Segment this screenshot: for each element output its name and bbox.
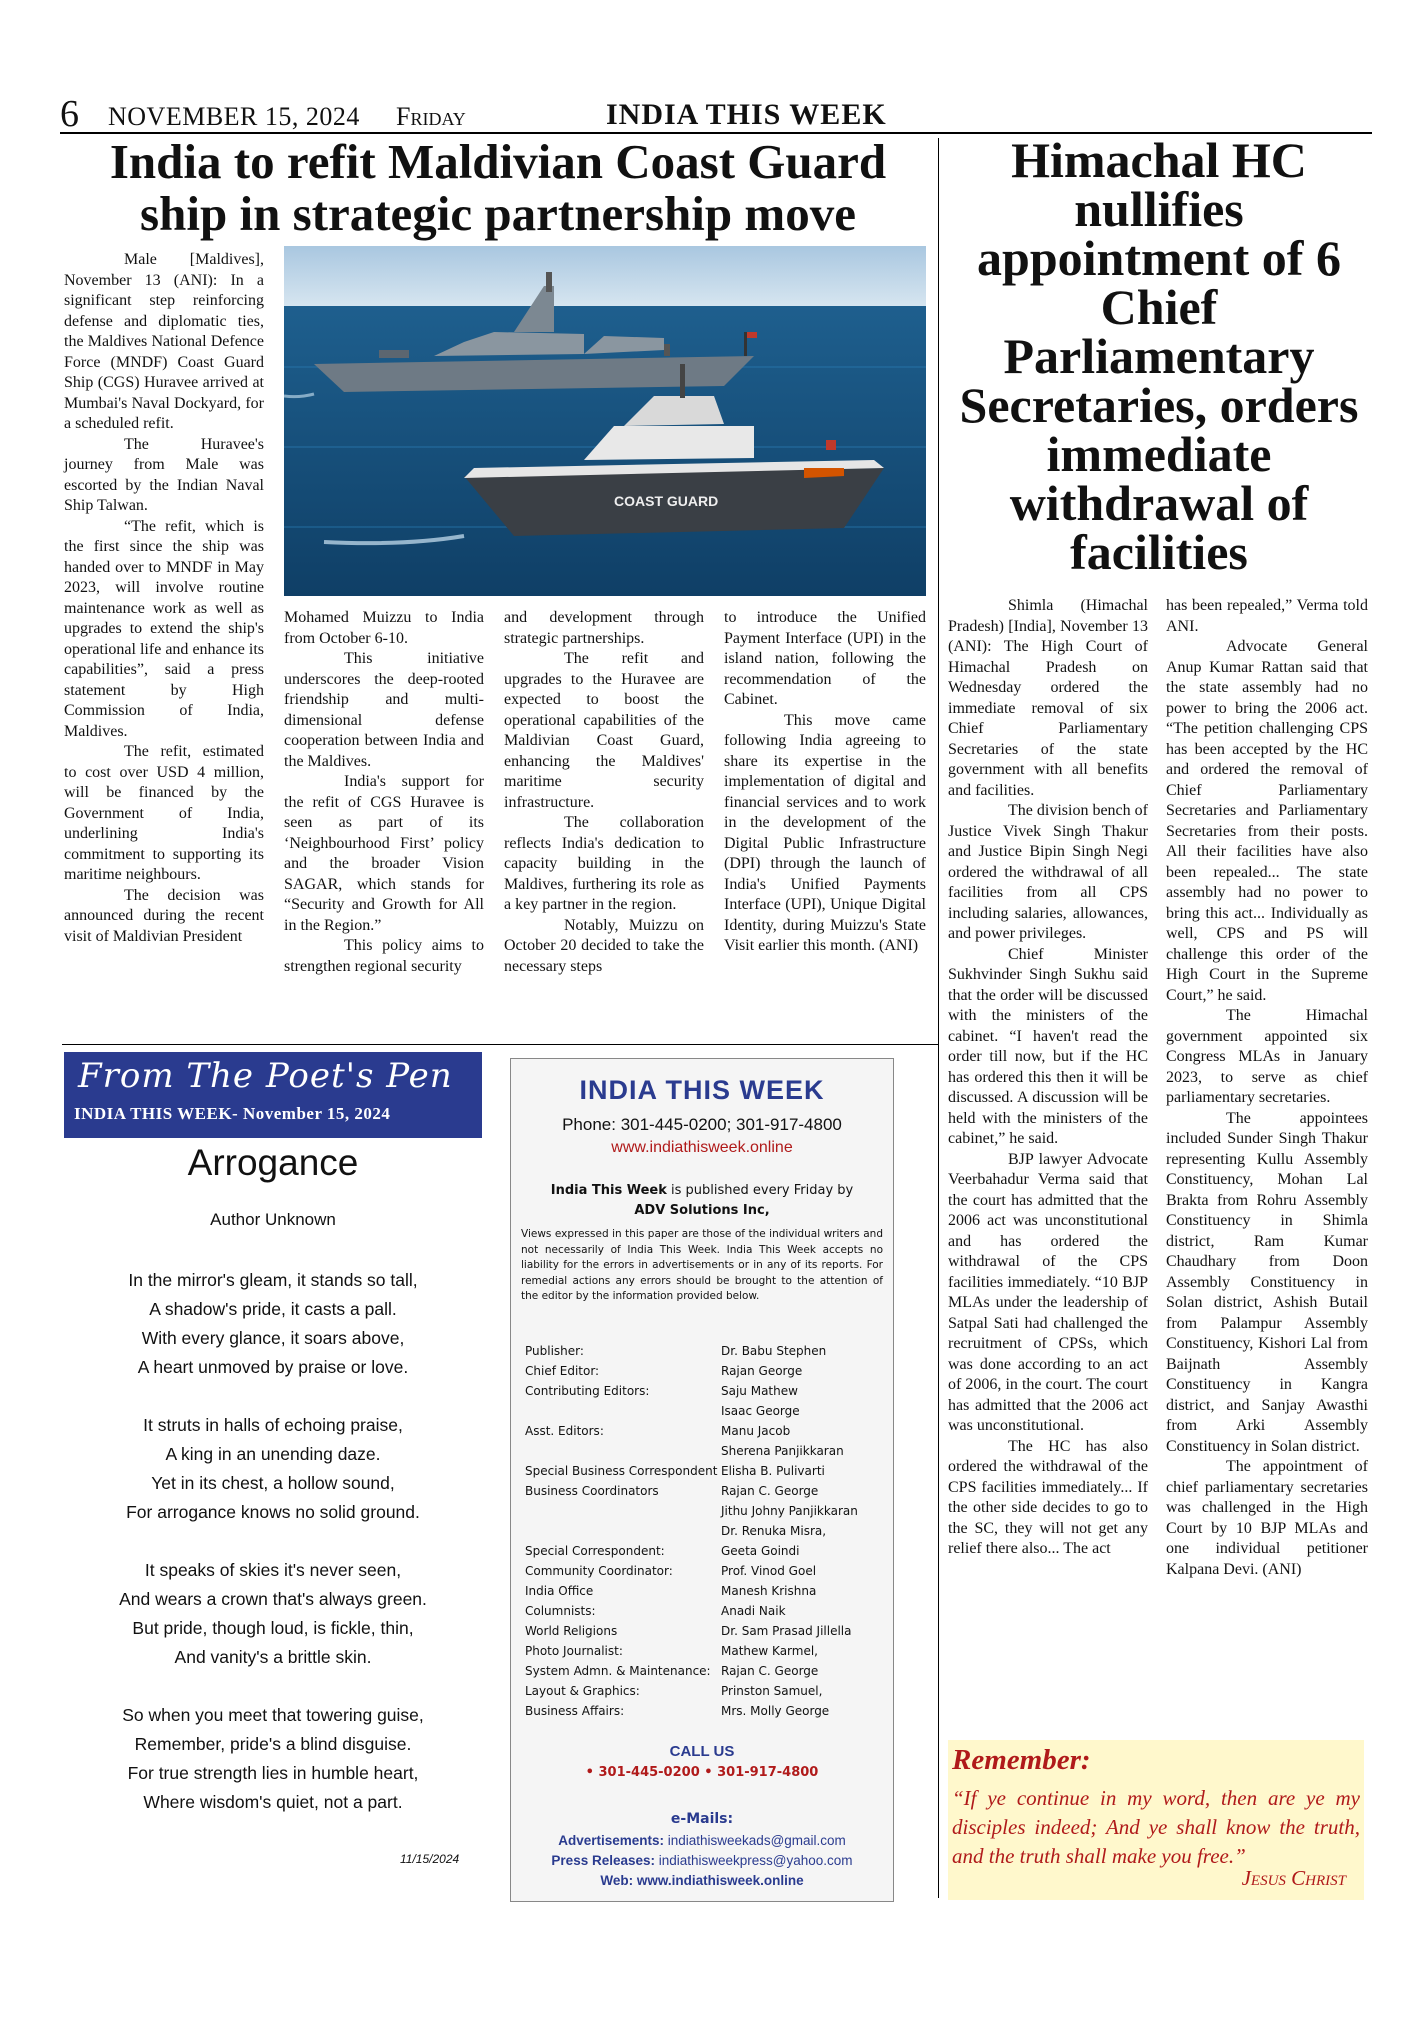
poem-line: A shadow's pride, it casts a pall. <box>149 1299 397 1319</box>
coast-guard-ship-photo <box>284 246 926 596</box>
scripture-quote: “If ye continue in my word, then are ye my disciples indeed; And ye shall know the truth, and the truth shall make you free.” <box>952 1786 1360 1868</box>
paragraph: to introduce the Unified Payment Interface (UPI) in the island nation, following the recommendation of the Cabinet. <box>724 609 926 708</box>
staff-row <box>525 1501 885 1521</box>
staff-row <box>525 1381 885 1401</box>
publication-info-box <box>510 1058 894 1902</box>
poem-body <box>64 1266 482 1846</box>
staff-name: Saju Mathew <box>721 1384 798 1398</box>
article1-column-1 <box>64 250 264 947</box>
paragraph: Mohamed Muizzu to India from October 6-10. <box>284 609 484 647</box>
banner-subtitle: INDIA THIS WEEK- November 15, 2024 <box>74 1104 391 1123</box>
infobox-website[interactable]: www.indiathisweek.online <box>611 1139 793 1156</box>
poets-pen-banner <box>64 1052 482 1138</box>
emails-label: e-Mails: <box>670 1811 734 1827</box>
staff-name: Manesh Krishna <box>721 1584 817 1598</box>
column-divider <box>938 138 939 1898</box>
masthead: INDIA THIS WEEK <box>606 98 887 131</box>
staff-role <box>525 1501 721 1521</box>
banner-title: From The Poet's Pen <box>78 1056 453 1096</box>
poem-line: In the mirror's gleam, it stands so tall, <box>128 1270 418 1290</box>
poem-line: With every glance, it soars above, <box>141 1328 405 1348</box>
poem-stanza <box>64 1556 482 1672</box>
publisher-company: ADV Solutions Inc, <box>634 1203 770 1218</box>
staff-name: Dr. Renuka Misra, <box>721 1524 827 1538</box>
call-us-label: CALL US <box>669 1743 735 1760</box>
ads-email-line <box>511 1833 893 1848</box>
poem-line: And vanity's a brittle skin. <box>174 1647 372 1667</box>
article2-column-2 <box>1166 596 1368 1580</box>
remember-heading: Remember: <box>952 1744 1091 1776</box>
poem-title: Arrogance <box>187 1142 359 1183</box>
staff-row <box>525 1601 885 1621</box>
staff-row <box>525 1361 885 1381</box>
paragraph: The appointment of chief parliamentary secretaries was challenged in the High Court by 10 BJP MLAs and one individual petitioner Kalpana Devi. (ANI) <box>1166 1458 1368 1578</box>
issue-date: NOVEMBER 15, 2024 <box>108 102 360 131</box>
paragraph: The Himachal government appointed six Congress MLAs in January 2023, to serve as chief parliamentary secretaries. <box>1166 1007 1368 1106</box>
poem-line: Remember, pride's a blind disguise. <box>134 1734 412 1754</box>
paragraph: India's support for the refit of CGS Huravee is seen as part of its ‘Neighbourhood First’ policy and the broader Vision SAGAR, which stands for “Security and Growth for All in the Region.” <box>284 773 484 934</box>
staff-role: Photo Journalist: <box>525 1644 623 1658</box>
paragraph: This move came following India agreeing to share its expertise in the implementation of digital and financial services and to work in the development of the Digital Public Infrastructure (DPI) through the launch of India's Unified Payments Interface (UPI), Unique Digital Identity, during Muizzu's State Visit earlier this month. (ANI) <box>724 711 926 954</box>
poem-stanza <box>64 1701 482 1817</box>
paragraph: BJP lawyer Advocate Veerbahadur Verma said that the court has admitted that the 2006 act was unconstitutional and has ordered the withdrawal of the CPS facilities immediately. “10 BJP MLAs under the leadership of Satpal Sati had challenged the recruitment of CPSs, which was done according to an act of 2006, in the court. The court has admitted that the 2006 act was unconstitutional. <box>948 1150 1148 1434</box>
paragraph: The division bench of Justice Vivek Singh Thakur and Justice Bipin Singh Negi ordered the withdrawal of all facilities from all CPS including salaries, allowances, and power privileges. <box>948 802 1148 942</box>
staff-row <box>525 1461 885 1481</box>
infobox-phone: Phone: 301-445-0200; 301-917-4800 <box>562 1115 842 1134</box>
staff-name: Mathew Karmel, <box>721 1644 818 1658</box>
press-label: Press Releases: <box>551 1853 655 1868</box>
poem-line: A king in an unending daze. <box>165 1444 381 1464</box>
poem-stanza <box>64 1266 482 1382</box>
staff-row <box>525 1421 885 1441</box>
page-number: 6 <box>60 93 79 135</box>
paragraph: has been repealed,” Verma told ANI. <box>1166 597 1368 635</box>
staff-row <box>525 1581 885 1601</box>
publication-note <box>511 1183 893 1198</box>
staff-row <box>525 1341 885 1361</box>
ads-email-link[interactable]: indiathisweekads@gmail.com <box>664 1833 846 1848</box>
staff-row <box>525 1621 885 1641</box>
disclaimer: Views expressed in this paper are those of the individual writers and not necessarily of India This Week. India This Week accepts no liability for the errors in advertisements or in any of its reports. For remedial actions any errors should be brought to the attention of the editor by the information provided below. <box>521 1228 883 1302</box>
paragraph: Shimla (Himachal Pradesh) [India], November 13 (ANI): The High Court of Himachal Pradesh on Wednesday ordered the immediate removal of six Chief Parliamentary Secretaries of the state government with all benefits and facilities. <box>948 597 1148 799</box>
staff-name: Dr. Babu Stephen <box>721 1344 827 1358</box>
staff-name: Sherena Panjikkaran <box>721 1444 844 1458</box>
quote-attribution: Jesus Christ <box>1241 1866 1346 1890</box>
article1-column-4 <box>724 608 926 957</box>
poem-line: So when you meet that towering guise, <box>122 1705 424 1725</box>
staff-list <box>525 1341 885 1721</box>
paragraph: The refit, estimated to cost over USD 4 million, will be financed by the Government of India, underlining India's commitment to supporting its maritime neighbours. <box>64 743 264 883</box>
staff-row <box>525 1441 885 1461</box>
staff-row <box>525 1521 885 1541</box>
staff-name: Jithu Johny Panjikkaran <box>721 1504 858 1518</box>
staff-role <box>525 1401 721 1421</box>
staff-role: India Office <box>525 1584 594 1598</box>
article-headline: Himachal HC nullifies appointment of 6 Chief Parliamentary Secretaries, orders immediate withdrawal of facilities <box>959 132 1359 580</box>
staff-role: Chief Editor: <box>525 1364 600 1378</box>
staff-role: Special Correspondent: <box>525 1544 665 1558</box>
poem-line: It struts in halls of echoing praise, <box>143 1415 403 1435</box>
staff-role: Business Affairs: <box>525 1704 625 1718</box>
poem-line: Where wisdom's quiet, not a part. <box>143 1792 403 1812</box>
staff-name: Mrs. Molly George <box>721 1704 830 1718</box>
paragraph: This policy aims to strengthen regional security <box>284 937 484 975</box>
poem-line: For true strength lies in humble heart, <box>127 1763 419 1783</box>
paragraph: The HC has also ordered the withdrawal of the CPS facilities immediately... If the other side decides to go to the SC, they will not get any relief there also... The act <box>948 1437 1148 1557</box>
staff-name: Prinston Samuel, <box>721 1684 823 1698</box>
staff-role: Layout & Graphics: <box>525 1684 640 1698</box>
paragraph: The decision was announced during the recent visit of Maldivian President <box>64 886 264 945</box>
web-line[interactable]: Web: www.indiathisweek.online <box>600 1873 804 1888</box>
staff-role: Columnists: <box>525 1604 596 1618</box>
poem-line: A heart unmoved by praise or love. <box>137 1357 409 1377</box>
staff-row <box>525 1401 885 1421</box>
poem-line: But pride, though loud, is fickle, thin, <box>132 1618 414 1638</box>
paragraph: Advocate General Anup Kumar Rattan said that the state assembly had no power to bring the 2006 act. “The petition challenging CPS has been accepted by the HC and ordered the removal of Chief Parliamentary Secretaries and Parliamentary Secretaries from their posts. All their facilities have also been repealed... The state assembly had no power to bring this act... Individually as well, CPS and PS will challenge this order of the High Court in the Supreme Court,” he said. <box>1166 638 1368 1004</box>
publication-schedule: is published every Friday by <box>666 1183 854 1198</box>
paragraph: “The refit, which is the first since the ship was handed over to MNDF in May 2023, will involve routine maintenance work as well as upgrades to extend the ship's operational life and enhance its capabilities”, said a press statement by High Commission of India, Maldives. <box>64 517 264 740</box>
call-us-numbers: • 301-445-0200 • 301-917-4800 <box>585 1765 819 1780</box>
section-divider <box>62 1044 938 1045</box>
staff-name: Dr. Sam Prasad Jillella <box>721 1624 852 1638</box>
poem-line: Yet in its chest, a hollow sound, <box>151 1473 395 1493</box>
staff-role: World Religions <box>525 1624 618 1638</box>
press-email-link[interactable]: indiathisweekpress@yahoo.com <box>655 1853 853 1868</box>
staff-name: Rajan C. George <box>721 1484 819 1498</box>
poem-line: And wears a crown that's always green. <box>119 1589 427 1609</box>
staff-name: Geeta Goindi <box>721 1544 800 1558</box>
article1-column-3 <box>504 608 704 977</box>
staff-row <box>525 1661 885 1681</box>
staff-role <box>525 1441 721 1461</box>
poem-stanza <box>64 1411 482 1527</box>
staff-role: Contributing Editors: <box>525 1384 650 1398</box>
staff-role: Business Coordinators <box>525 1484 659 1498</box>
staff-row <box>525 1561 885 1581</box>
press-email-line <box>511 1853 893 1868</box>
paragraph: Male [Maldives], November 13 (ANI): In a significant step reinforcing defense and diplomatic ties, the Maldives National Defence Force (MNDF) Coast Guard Ship (CGS) Huravee arrived at Mumbai's Naval Dockyard, for a scheduled refit. <box>64 251 264 432</box>
issue-day: Friday <box>396 102 466 131</box>
staff-name: Anadi Naik <box>721 1604 786 1618</box>
staff-name: Rajan George <box>721 1364 803 1378</box>
page-header <box>60 93 1372 135</box>
article2-column-1 <box>948 596 1148 1560</box>
staff-role: System Admn. & Maintenance: <box>525 1664 711 1678</box>
poem-author: Author Unknown <box>210 1210 336 1229</box>
staff-row <box>525 1681 885 1701</box>
ship-hull-lettering: COAST GUARD <box>614 493 719 509</box>
poem-line: It speaks of skies it's never seen, <box>144 1560 402 1580</box>
staff-name: Manu Jacob <box>721 1424 791 1438</box>
publication-name: India This Week <box>550 1183 667 1198</box>
poem-date: 11/15/2024 <box>400 1852 460 1866</box>
staff-row <box>525 1701 885 1721</box>
staff-row <box>525 1641 885 1661</box>
staff-name: Rajan C. George <box>721 1664 819 1678</box>
staff-name: Elisha B. Pulivarti <box>721 1464 825 1478</box>
staff-role: Asst. Editors: <box>525 1424 604 1438</box>
infobox-title: INDIA THIS WEEK <box>579 1075 825 1105</box>
paragraph: Chief Minister Sukhvinder Singh Sukhu said that the order will be discussed with the ministers of the cabinet. “I haven't read the order till now, but if the HC has ordered this then it will be discussed. A discussion will be held with the ministers of the cabinet,” he said. <box>948 945 1148 1147</box>
article-headline: India to refit Maldivian Coast Guard ship in strategic partnership move <box>109 134 887 241</box>
paragraph: This initiative underscores the deep-rooted friendship and multi-dimensional defense cooperation between India and the Maldives. <box>284 650 484 770</box>
paragraph: The collaboration reflects India's dedication to capacity building in the Maldives, furthering its role as a key partner in the region. <box>504 814 704 913</box>
remember-quote-box <box>948 1740 1364 1900</box>
staff-role: Publisher: <box>525 1344 584 1358</box>
staff-role: Special Business Correspondent <box>525 1464 718 1478</box>
ads-label: Advertisements: <box>558 1833 664 1848</box>
article1-column-2 <box>284 608 484 977</box>
poem-line: For arrogance knows no solid ground. <box>126 1502 420 1522</box>
paragraph: The refit and upgrades to the Huravee are expected to boost the operational capabilities of the Maldivian Coast Guard, enhancing the Maldives' maritime security infrastructure. <box>504 650 704 811</box>
paragraph: The Huravee's journey from Male was escorted by the Indian Naval Ship Talwan. <box>64 435 264 514</box>
staff-row <box>525 1481 885 1501</box>
paragraph: and development through strategic partnerships. <box>504 609 704 647</box>
paragraph: Notably, Muizzu on October 20 decided to take the necessary steps <box>504 916 704 975</box>
staff-name: Prof. Vinod Goel <box>721 1564 817 1578</box>
paragraph: The appointees included Sunder Singh Thakur representing Kullu Assembly Constituency, Mohan Lal Brakta from Rohru Assembly Constituency in Shimla district, Ram Kumar Chaudhary from Doon Assembly Constituency in Solan district, Ashish Butail from Palampur Assembly Constituency, Kishori Lal from Baijnath Assembly Constituency in Kangra district, and Sanjay Awasthi from Arki Assembly Constituency in Solan district. <box>1166 1109 1368 1455</box>
staff-row <box>525 1541 885 1561</box>
staff-name: Isaac George <box>721 1404 800 1418</box>
staff-role: Community Coordinator: <box>525 1564 673 1578</box>
staff-role <box>525 1521 721 1541</box>
